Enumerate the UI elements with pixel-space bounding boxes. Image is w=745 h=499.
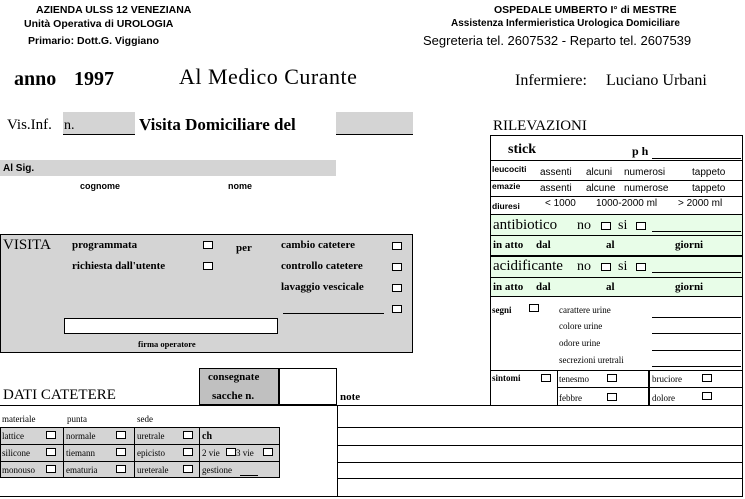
diuresi-opt-1[interactable]: < 1000 [545, 198, 576, 209]
nurse-name: Luciano Urbani [606, 72, 707, 89]
note-line-4[interactable] [337, 478, 743, 479]
segni-line-3[interactable] [652, 350, 741, 351]
controllo-catetere-checkbox[interactable] [392, 263, 402, 271]
punta-checkbox-2[interactable] [116, 448, 126, 456]
per-label: per [236, 242, 252, 254]
cambio-catetere-checkbox[interactable] [392, 242, 402, 250]
cognome-label: cognome [80, 181, 121, 191]
dolore-checkbox[interactable] [702, 392, 712, 400]
antibiotico-giorni: giorni [675, 239, 704, 251]
antibiotico-no-label: no [577, 218, 591, 233]
other-reason-checkbox[interactable] [392, 305, 402, 313]
page-title: Al Medico Curante [179, 64, 358, 89]
sede-checkbox-1[interactable] [183, 431, 193, 439]
vis-inf-label: Vis.Inf. [7, 117, 52, 133]
segni-label: segni [492, 305, 512, 315]
rilevazioni-title: RILEVAZIONI [493, 118, 587, 134]
note-label: note [340, 391, 361, 403]
materiale-opt-2: silicone [2, 448, 30, 458]
header-hospital: OSPEDALE UMBERTO I° di MESTRE [494, 4, 677, 16]
acidificante-no-label: no [577, 259, 591, 274]
leucociti-opt-3[interactable]: numerosi [624, 167, 666, 178]
sede-opt-3: ureterale [137, 465, 169, 475]
emazie-label: emazie [492, 181, 521, 191]
header-primario: Primario: Dott.G. Viggiano [28, 35, 160, 47]
segni-item-1: carattere urine [559, 305, 611, 315]
visita-box [0, 234, 413, 353]
controllo-catetere-label: controllo catetere [281, 260, 363, 272]
nurse-label: Infermiere: [515, 72, 587, 89]
febbre-checkbox[interactable] [607, 393, 617, 401]
diuresi-opt-3[interactable]: > 2000 ml [678, 198, 723, 209]
antibiotico-si-checkbox[interactable] [636, 222, 646, 230]
punta-header: punta [67, 414, 87, 424]
segni-checkbox[interactable] [529, 304, 539, 312]
bruciore-checkbox[interactable] [702, 374, 712, 382]
materiale-header: materiale [2, 414, 36, 424]
acidificante-in-atto: in atto [493, 281, 524, 293]
acidificante-name-line[interactable] [652, 272, 741, 273]
sede-checkbox-3[interactable] [183, 465, 193, 473]
divider [490, 277, 743, 278]
dati-catetere-title: DATI CATETERE [3, 387, 116, 403]
segni-item-2: colore urine [559, 321, 603, 331]
febbre-label: febbre [559, 393, 582, 403]
lavaggio-vescicale-checkbox[interactable] [392, 284, 402, 292]
materiale-checkbox-1[interactable] [46, 431, 56, 439]
antibiotico-in-atto: in atto [493, 239, 524, 251]
punta-opt-1: normale [66, 431, 96, 441]
cambio-catetere-label: cambio catetere [281, 239, 356, 251]
acidificante-si-checkbox[interactable] [636, 263, 646, 271]
due-vie-checkbox[interactable] [226, 448, 236, 456]
stick-label: stick [508, 142, 536, 157]
leucociti-label: leucociti [492, 164, 527, 174]
consegnate-label: consegnate [208, 371, 260, 383]
gestione-value-line[interactable] [240, 475, 258, 476]
divider [742, 405, 743, 496]
sintomi-label: sintomi [492, 373, 521, 383]
divider [490, 196, 743, 197]
diuresi-label: diuresi [492, 201, 520, 211]
visita-domiciliare-label: Visita Domiciliare del [139, 115, 296, 134]
materiale-checkbox-2[interactable] [46, 448, 56, 456]
tre-vie-label: 3 vie [236, 448, 254, 458]
note-line-3[interactable] [337, 462, 743, 463]
acidificante-label: acidificante [493, 258, 563, 274]
divider [134, 427, 135, 478]
antibiotico-dal: dal [536, 239, 551, 251]
tre-vie-checkbox[interactable] [263, 448, 273, 456]
antibiotico-si-label: si [618, 218, 628, 233]
ph-label: p h [632, 144, 649, 158]
antibiotico-name-line[interactable] [652, 231, 741, 232]
leucociti-opt-1[interactable]: assenti [540, 167, 572, 178]
note-line-1[interactable] [337, 427, 743, 428]
tenesmo-checkbox[interactable] [607, 374, 617, 382]
emazie-opt-3[interactable]: numerose [624, 183, 669, 194]
dolore-label: dolore [652, 393, 675, 403]
leucociti-opt-2[interactable]: alcuni [586, 167, 613, 178]
divider [0, 405, 743, 406]
firma-operatore-field[interactable] [64, 318, 278, 334]
divider [63, 427, 64, 478]
header-unit: Unità Operativa di UROLOGIA [24, 18, 174, 30]
sede-header: sede [137, 414, 153, 424]
segni-item-3: odore urine [559, 338, 601, 348]
firma-operatore-label: firma operatore [138, 339, 196, 349]
ch-label: ch [202, 431, 212, 442]
divider [337, 405, 338, 496]
emazie-opt-1[interactable]: assenti [540, 183, 572, 194]
divider [0, 461, 280, 462]
segni-line-4[interactable] [652, 366, 741, 367]
note-line-2[interactable] [337, 445, 743, 446]
sintomi-checkbox[interactable] [541, 374, 551, 382]
header-phones: Segreteria tel. 2607532 - Reparto tel. 2607539 [423, 33, 692, 48]
patient-name-field[interactable] [0, 160, 336, 176]
divider [199, 427, 200, 478]
programmata-checkbox[interactable] [203, 241, 213, 249]
al-sig-label: Al Sig. [3, 163, 35, 174]
diuresi-opt-2[interactable]: 1000-2000 ml [596, 198, 658, 209]
sacche-count-field[interactable] [279, 368, 337, 405]
antibiotico-label: antibiotico [493, 217, 558, 233]
segni-item-4: secrezioni uretrali [559, 355, 624, 365]
segni-line-1[interactable] [652, 317, 741, 318]
richiesta-label: richiesta dall'utente [72, 260, 166, 272]
materiale-opt-1: lattice [2, 431, 24, 441]
programmata-label: programmata [72, 239, 138, 251]
bruciore-label: bruciore [652, 374, 682, 384]
materiale-opt-3: monouso [2, 465, 36, 475]
acidificante-no-checkbox[interactable] [601, 263, 611, 271]
emazie-opt-4[interactable]: tappeto [692, 183, 726, 194]
lavaggio-vescicale-label: lavaggio vescicale [281, 281, 364, 293]
n-label: n. [64, 118, 75, 133]
punta-opt-3: ematuria [66, 465, 98, 475]
header-org: AZIENDA ULSS 12 VENEZIANA [36, 4, 192, 16]
sede-opt-1: uretrale [137, 431, 165, 441]
divider [557, 387, 743, 388]
acidificante-dal: dal [536, 281, 551, 293]
punta-checkbox-3[interactable] [116, 465, 126, 473]
divider [490, 235, 743, 236]
tenesmo-label: tenesmo [559, 374, 589, 384]
visita-title: VISITA [3, 237, 51, 253]
sede-checkbox-2[interactable] [183, 448, 193, 456]
due-vie-label: 2 vie [202, 448, 220, 458]
ph-value-line[interactable] [652, 158, 741, 159]
punta-checkbox-1[interactable] [116, 431, 126, 439]
punta-opt-2: tiemann [66, 448, 95, 458]
acidificante-giorni: giorni [675, 281, 704, 293]
emazie-opt-2[interactable]: alcune [586, 183, 616, 194]
sacche-label: sacche n. [212, 390, 255, 402]
gestione-label: gestione [202, 465, 232, 475]
materiale-checkbox-3[interactable] [46, 465, 56, 473]
divider [0, 444, 280, 445]
nome-label: nome [228, 181, 253, 191]
year-label: anno [14, 68, 57, 90]
visit-date-field[interactable] [336, 112, 413, 135]
divider [490, 180, 743, 181]
antibiotico-no-checkbox[interactable] [601, 222, 611, 230]
antibiotico-al: al [606, 239, 615, 251]
segni-line-2[interactable] [652, 333, 741, 334]
acidificante-si-label: si [618, 259, 628, 274]
other-reason-line[interactable] [283, 313, 384, 314]
richiesta-checkbox[interactable] [203, 262, 213, 270]
divider [0, 496, 743, 497]
divider [490, 160, 743, 161]
acidificante-al: al [606, 281, 615, 293]
leucociti-opt-4[interactable]: tappeto [692, 167, 726, 178]
header-service: Assistenza Infermieristica Urologica Domiciliare [451, 18, 680, 29]
sede-opt-2: epicisto [137, 448, 165, 458]
year-value: 1997 [74, 68, 114, 90]
